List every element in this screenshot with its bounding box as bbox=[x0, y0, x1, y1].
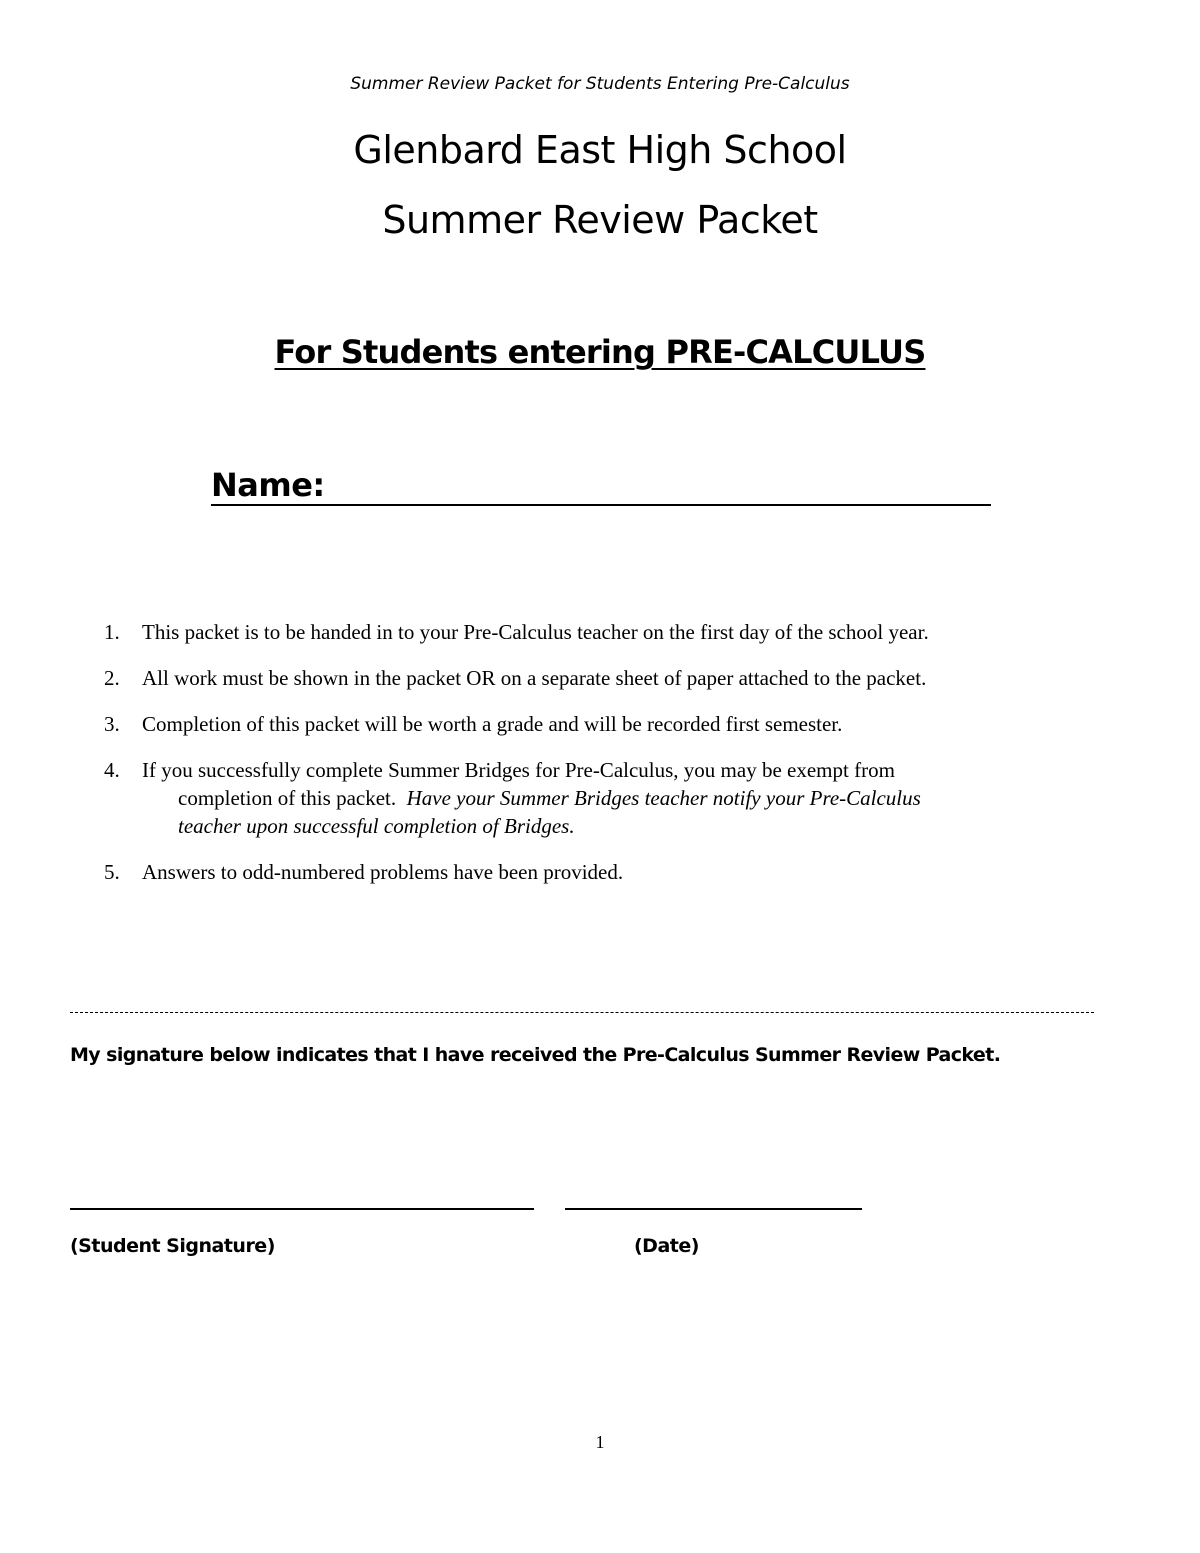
acknowledgement-statement: My signature below indicates that I have received the Pre-Calculus Summer Review Packet. bbox=[70, 1044, 1001, 1066]
running-header: Summer Review Packet for Students Entering Pre-Calculus bbox=[350, 74, 850, 94]
item-text-block bbox=[142, 756, 1094, 840]
name-blank-line[interactable] bbox=[325, 466, 991, 506]
item-text-cont: completion of this packet. bbox=[178, 786, 397, 810]
item-number: 5. bbox=[104, 860, 120, 884]
list-item bbox=[104, 756, 1094, 840]
student-signature-line[interactable] bbox=[70, 1208, 534, 1210]
item-text: This packet is to be handed in to your Pre-Calculus teacher on the first day of the school year. bbox=[142, 620, 929, 644]
audience-heading bbox=[0, 333, 1200, 371]
instruction-list bbox=[104, 618, 1094, 904]
item-text: Answers to odd-numbered problems have been provided. bbox=[142, 860, 624, 884]
student-signature-label: (Student Signature) bbox=[70, 1235, 275, 1257]
list-item bbox=[104, 858, 1094, 886]
item-number: 2. bbox=[104, 666, 120, 690]
list-item bbox=[104, 664, 1094, 692]
item-number: 3. bbox=[104, 712, 120, 736]
item-number: 1. bbox=[104, 620, 120, 644]
item-text: If you successfully complete Summer Bridges for Pre-Calculus, you may be exempt from bbox=[142, 758, 895, 782]
item-italic-note: Have your Summer Bridges teacher notify your Pre-Calculus bbox=[406, 786, 921, 810]
name-field[interactable] bbox=[211, 464, 991, 506]
item-text: All work must be shown in the packet OR on a separate sheet of paper attached to the packet. bbox=[142, 666, 927, 690]
date-label: (Date) bbox=[634, 1235, 699, 1257]
item-italic-note-cont: teacher upon successful completion of Bridges. bbox=[178, 814, 575, 838]
cut-line-divider bbox=[70, 1012, 1094, 1013]
date-line[interactable] bbox=[565, 1208, 862, 1210]
school-title: Glenbard East High School bbox=[353, 128, 847, 172]
item-text-continued bbox=[142, 784, 1094, 812]
page-number: 1 bbox=[595, 1432, 605, 1452]
audience-text: For Students entering PRE-CALCULUS bbox=[274, 333, 926, 371]
item-text: Completion of this packet will be worth a grade and will be recorded first semester. bbox=[142, 712, 843, 736]
item-number: 4. bbox=[104, 758, 120, 782]
name-label: Name: bbox=[211, 466, 325, 504]
packet-title: Summer Review Packet bbox=[382, 198, 818, 242]
list-item bbox=[104, 618, 1094, 646]
list-item bbox=[104, 710, 1094, 738]
